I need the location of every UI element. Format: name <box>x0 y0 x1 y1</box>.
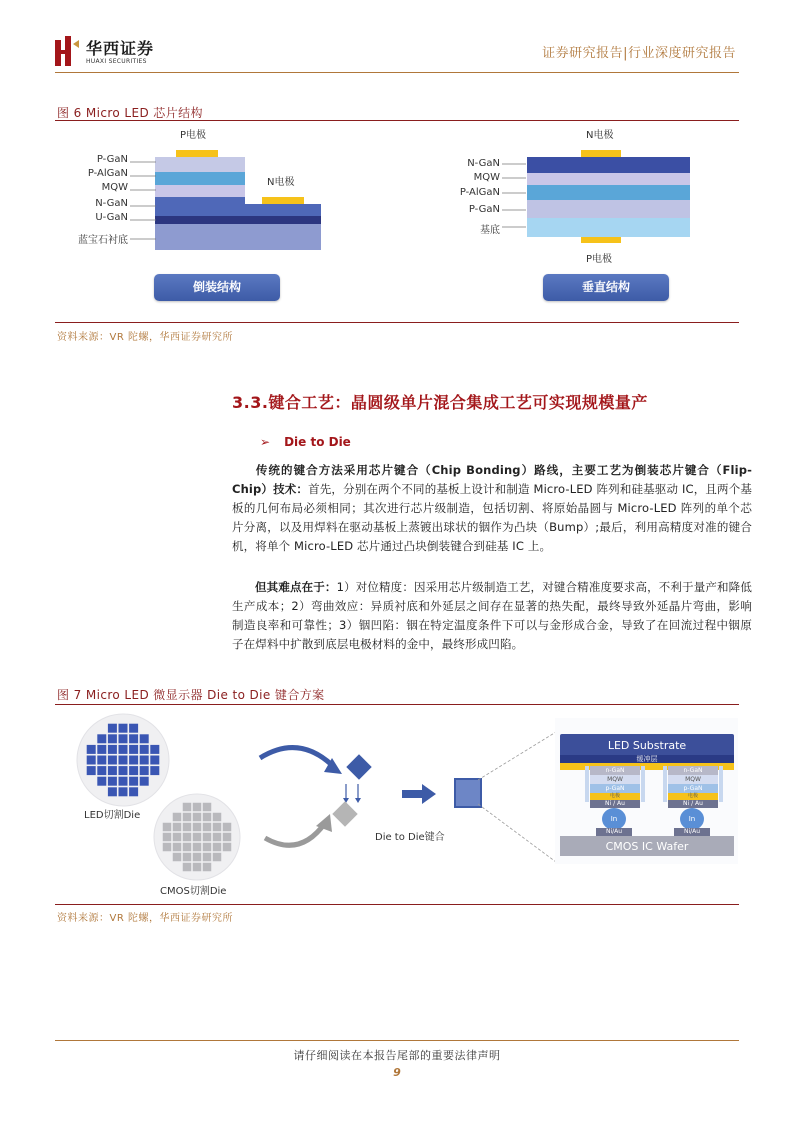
wafer-die-cell <box>140 766 149 775</box>
right-bottom-pad: Ni/Au <box>674 828 710 836</box>
left-ngan: n-GaN <box>590 766 640 775</box>
vert-n-electrode-label: N电极 <box>586 130 614 141</box>
flip-label-4: U-GaN <box>95 212 128 223</box>
flip-label-1: P-AlGaN <box>87 168 128 179</box>
flip-p-electrode <box>176 150 218 157</box>
wafer-die-cell <box>108 734 117 743</box>
wafer-die-cell <box>213 853 222 862</box>
right-electrode: 电极 <box>668 793 718 800</box>
wafer-die-cell <box>97 777 106 786</box>
wafer-die-cell <box>97 745 106 754</box>
led-die-label: LED切割Die <box>84 810 141 821</box>
wafer-die-cell <box>150 766 159 775</box>
header-divider <box>55 72 739 73</box>
wafer-die-cell <box>173 823 182 832</box>
wafer-die-cell <box>203 853 212 862</box>
huaxi-logo-icon <box>55 36 79 66</box>
wafer-die-cell <box>108 724 117 733</box>
bullet-die-to-die <box>260 435 351 449</box>
wafer-die-cell <box>150 756 159 765</box>
wafer-die-cell <box>183 813 192 822</box>
figure7-caption: 图 7 Micro LED 微显示器 Die to Die 键合方案 <box>57 688 325 702</box>
wafer-die-cell <box>203 823 212 832</box>
wafer-die-cell <box>213 813 222 822</box>
wafer-die-cell <box>163 823 172 832</box>
wafer-die-cell <box>203 863 212 872</box>
wafer-die-cell <box>129 787 138 796</box>
left-pgan: p-GaN <box>590 784 640 793</box>
vert-layer-palgan <box>527 185 690 200</box>
wafer-die-cell <box>140 734 149 743</box>
figure6-top-rule <box>55 120 739 121</box>
vert-layer-substrate <box>527 218 690 237</box>
vert-p-electrode-label: P电极 <box>586 254 613 265</box>
wafer-die-cell <box>223 843 232 852</box>
vert-p-electrode <box>581 237 621 243</box>
wafer-die-cell <box>129 777 138 786</box>
wafer-die-cell <box>97 756 106 765</box>
flip-layer-ugan <box>155 216 321 224</box>
wafer-die-cell <box>203 803 212 812</box>
paragraph-1-lead: 传统的键合方法采用芯片键合（Chip Bonding）路线，主要工艺为倒装芯片键合（Flip-Chip）技术： <box>232 463 752 496</box>
bullet-text: Die to Die <box>284 435 351 449</box>
wafer-die-cell <box>87 766 96 775</box>
figure7-top-rule <box>55 704 739 705</box>
section-title: 3.3.键合工艺：晶圆级单片混合集成工艺可实现规模量产 <box>232 393 648 412</box>
wafer-die-cell <box>129 745 138 754</box>
footer-divider <box>55 1040 739 1041</box>
wafer-die-cell <box>213 833 222 842</box>
wafer-die-cell <box>163 843 172 852</box>
flip-n-electrode <box>262 197 304 204</box>
wafer-die-cell <box>108 777 117 786</box>
flip-layer-sapphire <box>155 224 321 250</box>
figure6-source: 资料来源：VR 陀螺，华西证券研究所 <box>57 332 233 343</box>
wafer-die-cell <box>193 823 202 832</box>
wafer-die-cell <box>203 833 212 842</box>
wafer-die-cell <box>193 843 202 852</box>
flip-layer-pgan <box>155 157 245 172</box>
left-niau: Ni / Au <box>590 800 640 808</box>
wafer-die-cell <box>119 766 128 775</box>
vert-label-3: P-GaN <box>468 204 500 215</box>
paragraph-2-lead: 但其难点在于： <box>255 580 337 594</box>
bullet-arrow-icon: ➢ <box>260 435 271 449</box>
right-niau: Ni / Au <box>668 800 718 808</box>
wafer-die-cell <box>223 823 232 832</box>
legal-notice: 请仔细阅读在本报告尾部的重要法律声明 <box>293 1049 501 1062</box>
wafer-die-cell <box>129 734 138 743</box>
wafer-die-cell <box>183 853 192 862</box>
right-ngan: n-GaN <box>668 766 718 775</box>
right-indium-bump: In <box>680 808 704 830</box>
wafer-die-cell <box>183 823 192 832</box>
wafer-die-cell <box>163 833 172 842</box>
vert-layer-pgan <box>527 200 690 218</box>
left-mqw: MQW <box>590 775 640 784</box>
wafer-die-cell <box>119 734 128 743</box>
figure6-bottom-rule <box>55 322 739 323</box>
wafer-die-cell <box>150 745 159 754</box>
wafer-die-cell <box>193 803 202 812</box>
wafer-die-cell <box>183 833 192 842</box>
flip-leader-lines <box>128 156 158 246</box>
wafer-die-cell <box>129 724 138 733</box>
logo-chinese-name: 华西证券 <box>86 39 155 58</box>
flip-structure-button: 倒装结构 <box>154 274 280 301</box>
vert-n-electrode <box>581 150 621 157</box>
wafer-die-cell <box>140 745 149 754</box>
paragraph-1 <box>232 461 752 556</box>
flip-layer-ngan <box>155 204 321 216</box>
cmos-wafer-label: CMOS IC Wafer <box>605 840 689 853</box>
wafer-die-cell <box>183 863 192 872</box>
paragraph-1-body: 首先，分别在两个不同的基板上设计和制造 Micro-LED 阵列和硅基驱动 IC，且两个基板的几何布局必须相同；其次进行芯片级制造，包括切割、将原始晶圆与 Micro-LED 阵列的单个芯片分离，以及用焊料在驱动基板上蒸镀出球状的铟作为凸块（Bump）;最后，利用高精度对准的键合机，将单个 Micro-LED 芯片通过凸块倒装键合到硅基 IC 上。 <box>232 482 753 553</box>
left-pillar-sidewall <box>585 766 589 802</box>
vert-leader-lines <box>500 158 528 233</box>
wafer-die-cell <box>87 756 96 765</box>
wafer-die-cell <box>119 724 128 733</box>
wafer-die-cell <box>213 823 222 832</box>
right-mqw: MQW <box>668 775 718 784</box>
wafer-die-cell <box>97 734 106 743</box>
vert-label-2: P-AlGaN <box>459 187 500 198</box>
wafer-die-cell <box>108 766 117 775</box>
report-type: 证券研究报告|行业深度研究报告 <box>542 46 736 61</box>
flip-label-0: P-GaN <box>96 154 128 165</box>
wafer-die-cell <box>108 787 117 796</box>
flip-p-electrode-label: P电极 <box>180 130 207 141</box>
wafer-die-cell <box>203 813 212 822</box>
wafer-die-cell <box>129 766 138 775</box>
logo-english-name: HUAXI SECURITIES <box>86 58 147 65</box>
right-pillar-sidewall <box>663 766 667 802</box>
wafer-die-cell <box>119 777 128 786</box>
die-to-die-label: Die to Die键合 <box>375 832 445 843</box>
wafer-die-cell <box>223 833 232 842</box>
cmos-die-wafer-icon <box>153 793 241 881</box>
figure7-source: 资料来源：VR 陀螺，华西证券研究所 <box>57 913 233 924</box>
wafer-die-cell <box>119 745 128 754</box>
flip-label-2: MQW <box>101 182 128 193</box>
flip-n-electrode-label: N电极 <box>267 177 295 188</box>
zoom-lines <box>478 728 558 868</box>
led-substrate-label: LED Substrate <box>607 739 687 752</box>
flip-layer-palgan <box>155 172 245 185</box>
wafer-die-cell <box>193 833 202 842</box>
wafer-die-cell <box>213 843 222 852</box>
wafer-die-cell <box>183 843 192 852</box>
right-pillar-sidewall-2 <box>719 766 723 802</box>
wafer-die-cell <box>97 766 106 775</box>
paragraph-2 <box>232 578 752 654</box>
figure7-bottom-rule <box>55 904 739 905</box>
flip-label-5: 蓝宝石衬底 <box>78 235 128 246</box>
wafer-die-cell <box>203 843 212 852</box>
wafer-die-cell <box>108 756 117 765</box>
wafer-die-cell <box>129 756 138 765</box>
wafer-die-cell <box>87 745 96 754</box>
vert-layer-ngan <box>527 157 690 173</box>
wafer-die-cell <box>173 853 182 862</box>
flip-layer-ngan-upper <box>155 197 245 204</box>
buffer-layer-label: 缓冲层 <box>636 755 658 763</box>
vert-label-1: MQW <box>473 172 500 183</box>
left-indium-bump: In <box>602 808 626 830</box>
wafer-die-cell <box>108 745 117 754</box>
wafer-die-cell <box>193 813 202 822</box>
wafer-die-cell <box>119 787 128 796</box>
page-number: 9 <box>393 1066 401 1079</box>
left-bottom-pad: Ni/Au <box>596 828 632 836</box>
cmos-die-label: CMOS切割Die <box>160 886 227 897</box>
left-electrode: 电极 <box>590 793 640 800</box>
vert-label-0: N-GaN <box>467 158 500 169</box>
wafer-die-cell <box>183 803 192 812</box>
wafer-die-cell <box>193 853 202 862</box>
vertical-structure-button: 垂直结构 <box>543 274 669 301</box>
left-pillar-sidewall-2 <box>641 766 645 802</box>
flip-label-3: N-GaN <box>95 198 128 209</box>
paragraph-2-body: 1）对位精度：因采用芯片级制造工艺，对键合精准度要求高，不利于量产和降低生产成本；2）弯曲效应：异质衬底和外延层之间存在显著的热失配，最终导致外延晶片弯曲，影响制造良率和可靠性；3）铟凹陷：铟在特定温度条件下可以与金形成合金，导致了在回流过程中铟原子在焊料中扩散到底层电极材料的金中，最终形成凹陷。 <box>232 580 752 651</box>
wafer-die-cell <box>173 813 182 822</box>
right-pgan: p-GaN <box>668 784 718 793</box>
figure6-caption: 图 6 Micro LED 芯片结构 <box>57 106 203 120</box>
wafer-die-cell <box>140 777 149 786</box>
vert-label-4: 基底 <box>480 225 500 236</box>
vert-layer-mqw <box>527 173 690 185</box>
wafer-die-cell <box>193 863 202 872</box>
flip-layer-mqw <box>155 185 245 197</box>
wafer-die-cell <box>140 756 149 765</box>
wafer-die-cell <box>173 843 182 852</box>
wafer-die-cell <box>119 756 128 765</box>
wafer-die-cell <box>173 833 182 842</box>
